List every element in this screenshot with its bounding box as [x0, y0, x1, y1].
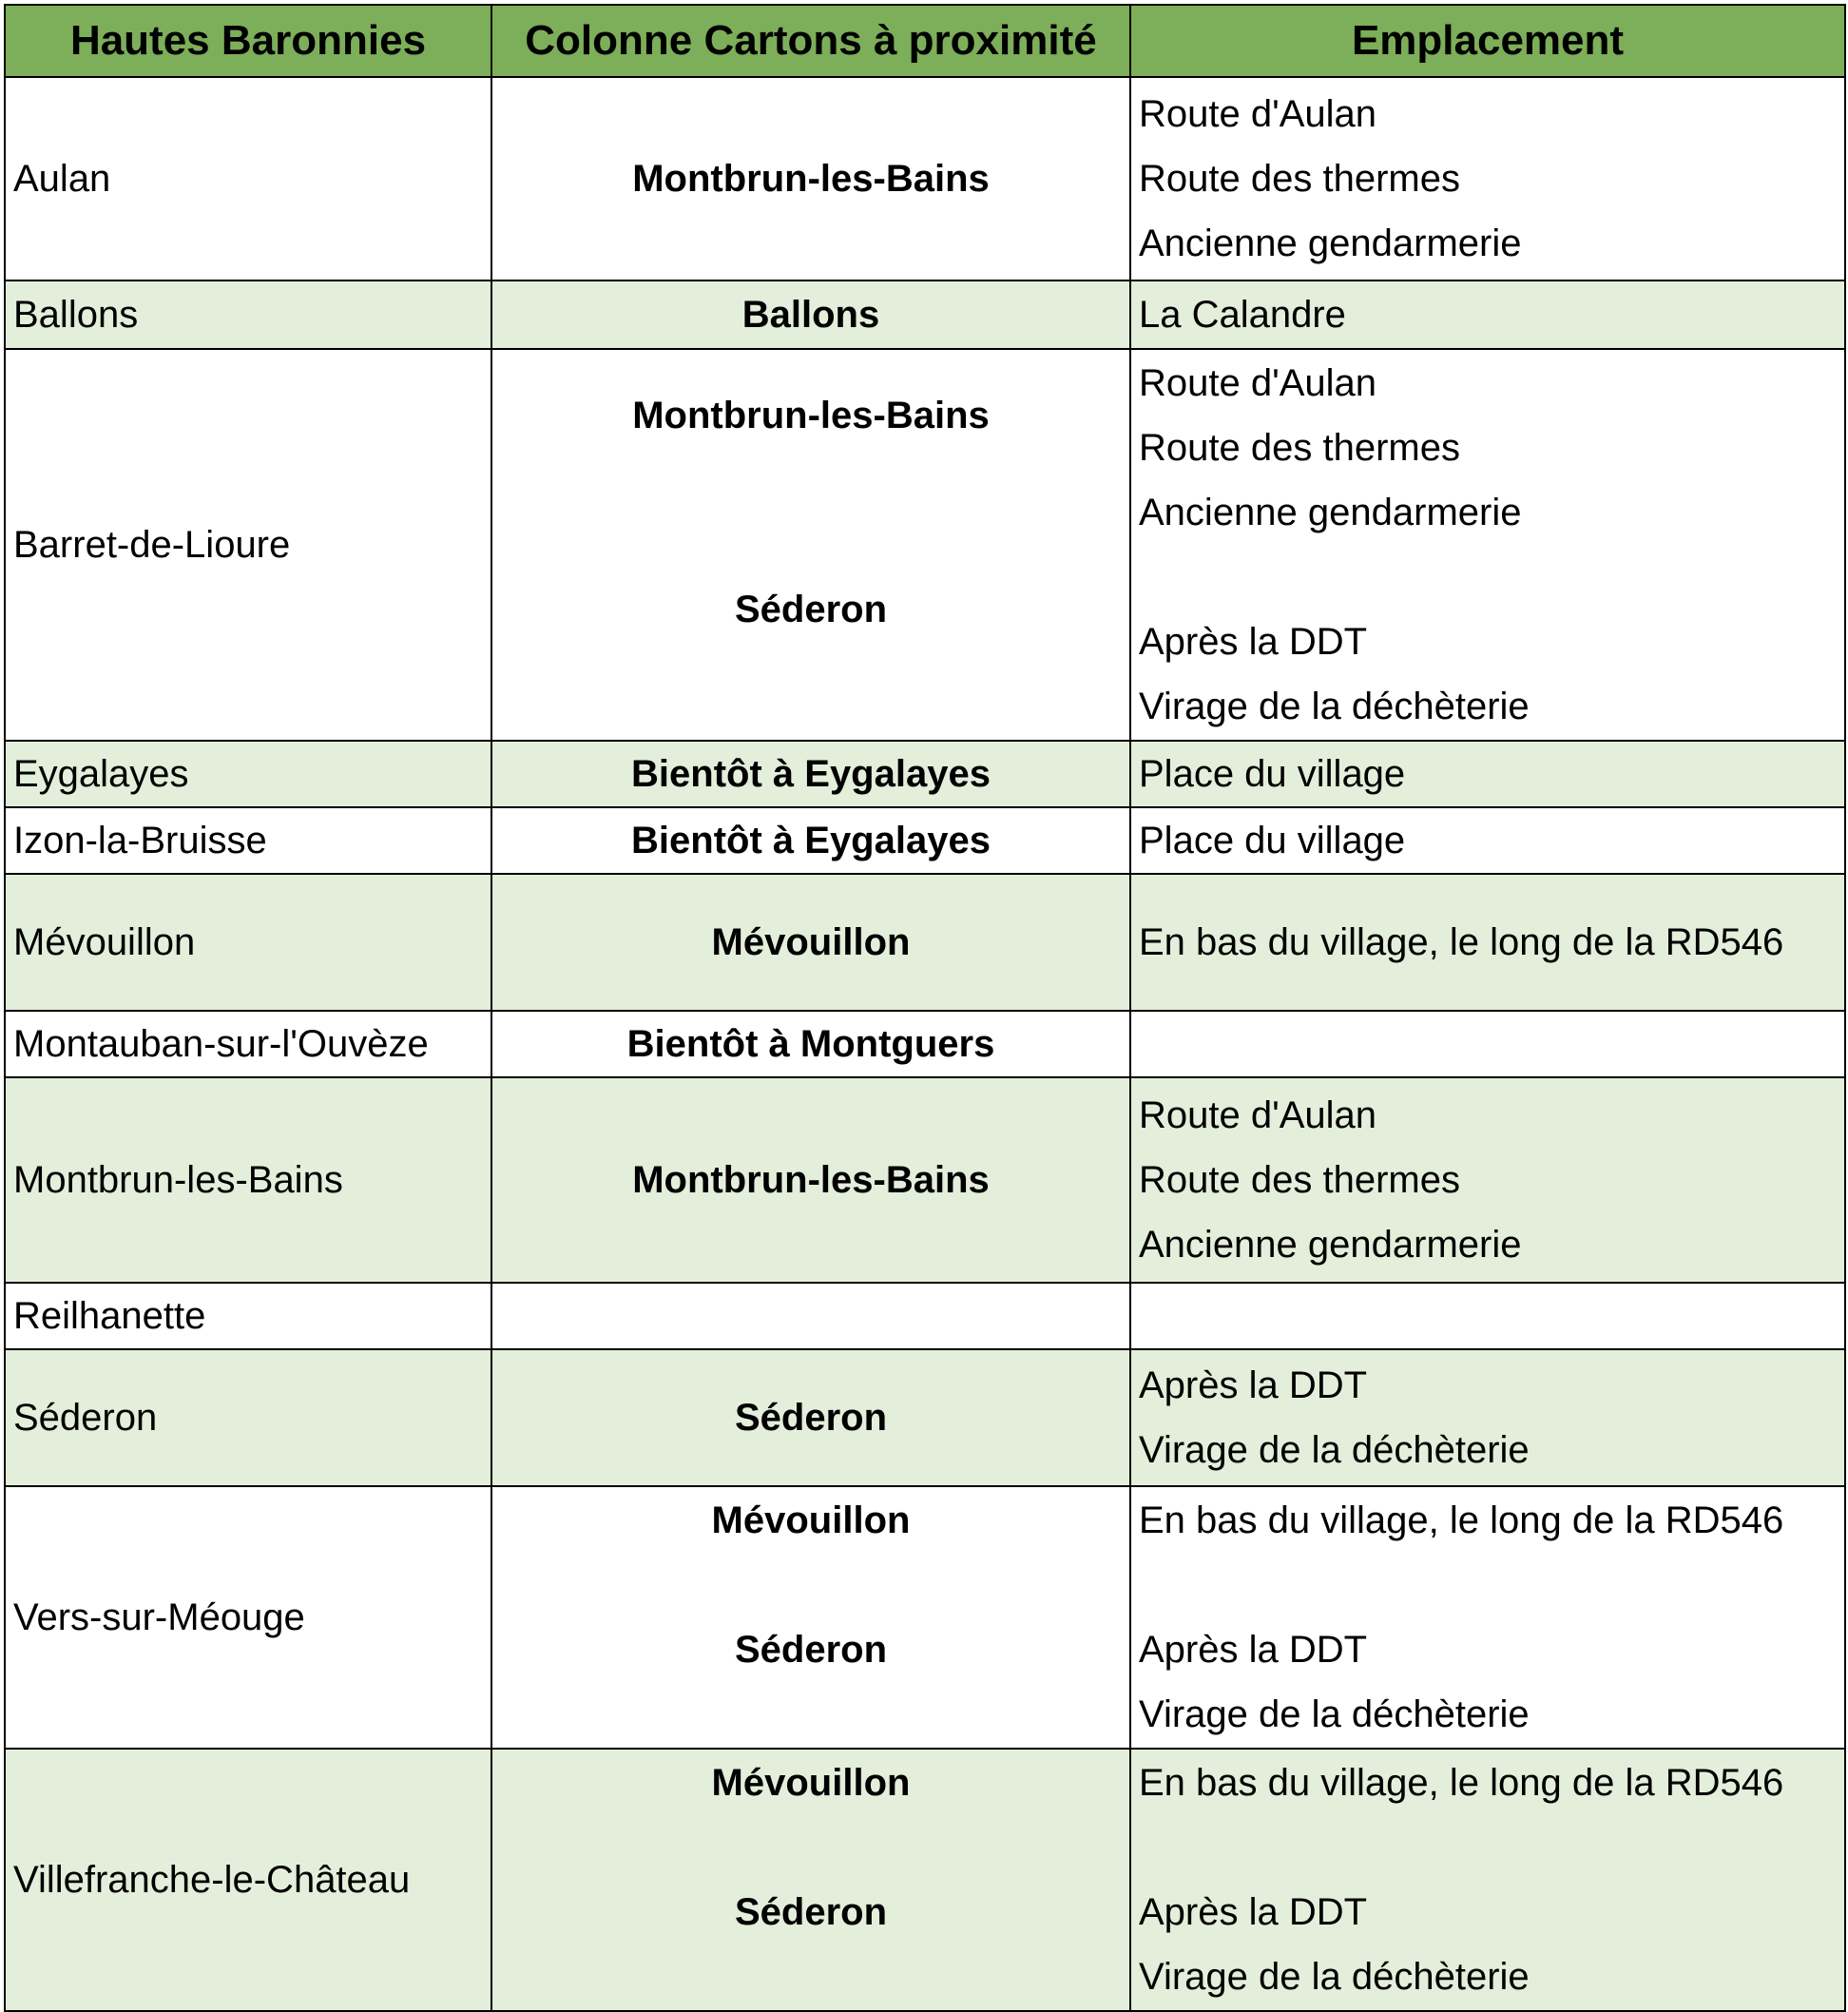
- commune-cell: Aulan: [5, 77, 491, 281]
- commune-cell: Montauban-sur-l'Ouvèze: [5, 1011, 491, 1077]
- emplacement-cell: [1130, 1349, 1845, 1486]
- header-colonne: Colonne Cartons à proximité: [491, 5, 1130, 77]
- emplacement-cell: [1130, 1077, 1845, 1283]
- table-row: [5, 1011, 1845, 1077]
- colonne-line: Séderon: [734, 1397, 888, 1439]
- colonne-line: Montbrun-les-Bains: [632, 1159, 990, 1201]
- colonne-line: [500, 1682, 1122, 1747]
- emplacement-line: Route des thermes: [1139, 427, 1460, 469]
- colonne-cell: [491, 281, 1130, 349]
- communes-table: [4, 4, 1846, 2012]
- emplacement-cell: [1130, 349, 1845, 741]
- commune-cell: Barret-de-Lioure: [5, 349, 491, 741]
- table-row: [5, 77, 1845, 281]
- colonne-line: Ballons: [741, 294, 880, 336]
- colonne-cell: [491, 741, 1130, 807]
- emplacement-line: Place du village: [1139, 820, 1406, 861]
- emplacement-line: Virage de la déchèterie: [1139, 1956, 1530, 1998]
- emplacement-line: En bas du village, le long de la RD546: [1139, 1499, 1784, 1541]
- emplacement-line: Route des thermes: [1139, 1159, 1460, 1201]
- table-row: [5, 874, 1845, 1011]
- colonne-cell: [491, 1077, 1130, 1283]
- emplacement-line: Route d'Aulan: [1139, 93, 1377, 135]
- emplacement-cell: [1130, 807, 1845, 874]
- emplacement-cell: [1130, 1011, 1845, 1077]
- commune-cell: Eygalayes: [5, 741, 491, 807]
- colonne-line: [500, 1815, 1122, 1880]
- colonne-line: Mévouillon: [711, 921, 911, 963]
- table-row: [5, 1077, 1845, 1283]
- commune-cell: Montbrun-les-Bains: [5, 1077, 491, 1283]
- table-body: [5, 77, 1845, 2011]
- emplacement-line: Après la DDT: [1139, 1364, 1368, 1406]
- colonne-cell: [491, 1349, 1130, 1486]
- colonne-cell: [491, 1749, 1130, 2011]
- emplacement-line: [1139, 545, 1837, 609]
- colonne-line: [500, 1553, 1122, 1617]
- emplacement-line: Virage de la déchèterie: [1139, 686, 1530, 727]
- table-row: [5, 807, 1845, 874]
- emplacement-line: [1139, 1553, 1837, 1617]
- colonne-cell: [491, 874, 1130, 1011]
- colonne-line: Montbrun-les-Bains: [632, 158, 990, 200]
- table-row: [5, 281, 1845, 349]
- emplacement-line: En bas du village, le long de la RD546: [1139, 921, 1784, 963]
- emplacement-line: En bas du village, le long de la RD546: [1139, 1762, 1784, 1804]
- emplacement-line: Ancienne gendarmerie: [1139, 492, 1522, 533]
- emplacement-cell: [1130, 741, 1845, 807]
- emplacement-cell: [1130, 281, 1845, 349]
- colonne-line: Bientôt à Eygalayes: [631, 753, 991, 795]
- emplacement-line: Après la DDT: [1139, 621, 1368, 663]
- commune-cell: Reilhanette: [5, 1283, 491, 1349]
- commune-cell: Izon-la-Bruisse: [5, 807, 491, 874]
- colonne-line: Bientôt à Montguers: [626, 1023, 995, 1065]
- emplacement-line: Route des thermes: [1139, 158, 1460, 200]
- colonne-cell: [491, 1486, 1130, 1749]
- colonne-cell: [491, 1011, 1130, 1077]
- emplacement-line: Route d'Aulan: [1139, 1094, 1377, 1136]
- colonne-line: [500, 1944, 1122, 2009]
- emplacement-cell: [1130, 874, 1845, 1011]
- commune-cell: Villefranche-le-Château: [5, 1749, 491, 2011]
- emplacement-line: La Calandre: [1139, 294, 1346, 336]
- emplacement-line: Virage de la déchèterie: [1139, 1693, 1530, 1735]
- colonne-line: Séderon: [734, 1629, 888, 1671]
- colonne-cell: [491, 807, 1130, 874]
- table-row: [5, 1749, 1845, 2011]
- table-row: [5, 1486, 1845, 1749]
- colonne-line: Mévouillon: [711, 1762, 911, 1804]
- table-row: [5, 1349, 1845, 1486]
- table-row: [5, 741, 1845, 807]
- commune-cell: Séderon: [5, 1349, 491, 1486]
- colonne-line: [500, 642, 1122, 706]
- colonne-line: Séderon: [734, 1891, 888, 1933]
- emplacement-line: Après la DDT: [1139, 1891, 1368, 1933]
- commune-cell: Ballons: [5, 281, 491, 349]
- header-emplacement: Emplacement: [1130, 5, 1845, 77]
- emplacement-line: [1139, 1815, 1837, 1880]
- emplacement-cell: [1130, 1749, 1845, 2011]
- colonne-line: Montbrun-les-Bains: [632, 395, 990, 436]
- emplacement-line: Virage de la déchèterie: [1139, 1429, 1530, 1471]
- colonne-cell: [491, 1283, 1130, 1349]
- emplacement-cell: [1130, 1486, 1845, 1749]
- emplacement-line: Ancienne gendarmerie: [1139, 222, 1522, 264]
- header-row: [5, 5, 1845, 77]
- emplacement-cell: [1130, 77, 1845, 281]
- emplacement-cell: [1130, 1283, 1845, 1349]
- emplacement-line: Après la DDT: [1139, 1629, 1368, 1671]
- colonne-cell: [491, 349, 1130, 741]
- header-commune: Hautes Baronnies: [5, 5, 491, 77]
- colonne-line: [500, 513, 1122, 577]
- colonne-line: Bientôt à Eygalayes: [631, 820, 991, 861]
- colonne-line: Séderon: [734, 589, 888, 630]
- table-row: [5, 349, 1845, 741]
- commune-cell: Vers-sur-Méouge: [5, 1486, 491, 1749]
- colonne-cell: [491, 77, 1130, 281]
- colonne-line: Mévouillon: [711, 1499, 911, 1541]
- emplacement-line: Place du village: [1139, 753, 1406, 795]
- table-row: [5, 1283, 1845, 1349]
- emplacement-line: Route d'Aulan: [1139, 362, 1377, 404]
- emplacement-line: Ancienne gendarmerie: [1139, 1224, 1522, 1266]
- colonne-line: [500, 448, 1122, 513]
- commune-cell: Mévouillon: [5, 874, 491, 1011]
